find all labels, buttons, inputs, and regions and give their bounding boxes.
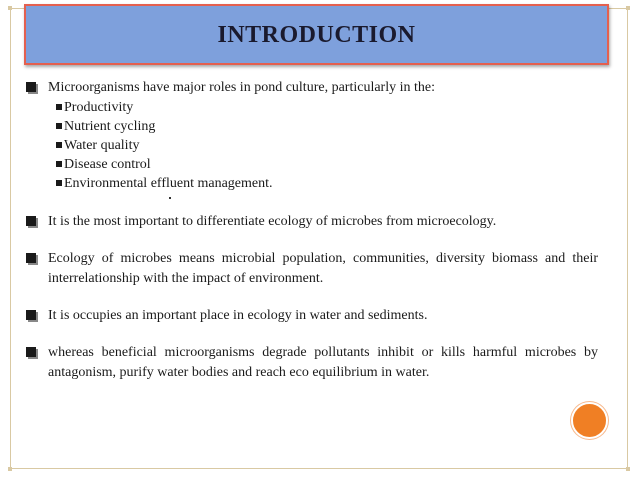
- frame-corner-icon: [626, 6, 630, 10]
- small-square-bullet-icon: [56, 123, 62, 129]
- square-bullet-icon: [26, 253, 36, 263]
- list-item-label: Disease control: [64, 157, 151, 172]
- point-text: Ecology of microbes means microbial population, communities, diversity biomass and their interrelationship with the impact of environment.: [48, 251, 598, 286]
- square-bullet-icon: [26, 347, 36, 357]
- list-item: [26, 174, 598, 193]
- small-square-bullet-icon: [56, 161, 62, 167]
- list-item: [26, 136, 598, 155]
- frame-corner-icon: [626, 467, 630, 471]
- point-text: It is occupies an important place in ecology in water and sediments.: [48, 308, 428, 323]
- list-item-label: Water quality: [64, 138, 140, 153]
- list-item-label: Environmental effluent management.: [64, 176, 273, 191]
- list-item-label: Productivity: [64, 100, 134, 115]
- square-bullet-icon: [26, 310, 36, 320]
- small-square-bullet-icon: [56, 142, 62, 148]
- orange-circle-icon: [571, 402, 608, 439]
- list-item: [26, 117, 598, 136]
- list-item: [26, 155, 598, 174]
- slide-body: [26, 78, 598, 383]
- list-item-label: Nutrient cycling: [64, 119, 156, 134]
- point-ecology: [26, 249, 598, 289]
- roles-list: [26, 98, 598, 193]
- list-item: [26, 98, 598, 117]
- square-bullet-icon: [26, 82, 36, 92]
- stray-dot-icon: [169, 197, 171, 199]
- intro-point: [26, 78, 598, 98]
- title-banner: [24, 4, 609, 65]
- small-square-bullet-icon: [56, 180, 62, 186]
- point-text: whereas beneficial microorganisms degrade pollutants inhibit or kills harmful microbes by antagonism, purify water bodies and reach eco equilibrium in water.: [48, 345, 598, 380]
- frame-corner-icon: [8, 6, 12, 10]
- small-square-bullet-icon: [56, 104, 62, 110]
- point-text: It is the most important to differentiate ecology of microbes from microecology.: [48, 214, 497, 229]
- point-differentiate: [26, 212, 598, 232]
- square-bullet-icon: [26, 216, 36, 226]
- point-place: [26, 306, 598, 326]
- intro-text: Microorganisms have major roles in pond culture, particularly in the:: [48, 80, 435, 95]
- slide-title: INTRODUCTION: [217, 22, 416, 48]
- frame-corner-icon: [8, 467, 12, 471]
- point-beneficial: [26, 343, 598, 383]
